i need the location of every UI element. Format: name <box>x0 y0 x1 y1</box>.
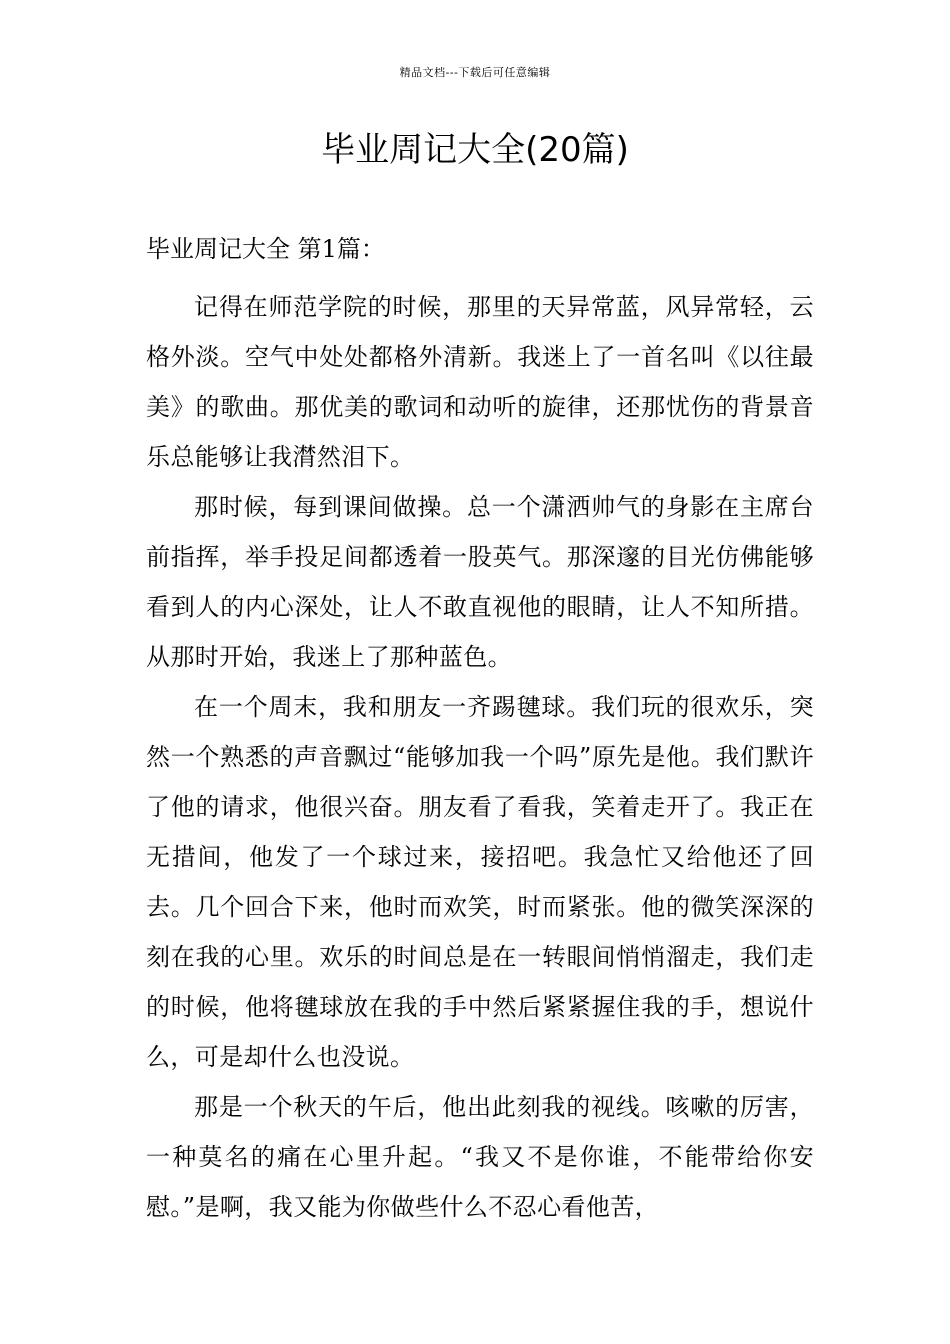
paragraph-3: 在一个周末，我和朋友一齐踢毽球。我们玩的很欢乐，突然一个熟悉的声音飘过“能够加我一个吗”原先是他。我们默许了他的请求，他很兴奋。朋友看了看我，笑着走开了。我正在无措间，他发了一个球过来，接招吧。我急忙又给他还了回去。几个回合下来，他时而欢笑，时而紧张。他的微笑深深的刻在我的心里。欢乐的时间总是在一转眼间悄悄溜走，我们走的时候，他将毽球放在我的手中然后紧紧握住我的手，想说什么，可是却什么也没说。 <box>146 693 814 1071</box>
section-heading: 毕业周记大全 第1篇： <box>146 235 385 263</box>
document-body <box>146 230 814 1232</box>
page-header-note: 精品文档---下载后可任意编辑 <box>399 66 551 79</box>
paragraph-4: 那是一个秋天的午后，他出此刻我的视线。咳嗽的厉害，一种莫名的痛在心里升起。“我又不是你谁，不能带给你安慰。”是啊，我又能为你做些什么不忍心看他苦， <box>146 1093 814 1221</box>
paragraph-2: 那时候，每到课间做操。总一个潇洒帅气的身影在主席台前指挥，举手投足间都透着一股英气。那深邃的目光仿佛能够看到人的内心深处，让人不敢直视他的眼睛，让人不知所措。从那时开始，我迷上了那种蓝色。 <box>146 493 814 671</box>
document-title: 毕业周记大全(20篇) <box>321 130 629 170</box>
paragraph-1: 记得在师范学院的时候，那里的天异常蓝，风异常轻，云格外淡。空气中处处都格外清新。我迷上了一首名叫《以往最美》的歌曲。那优美的歌词和动听的旋律，还那忧伤的背景音乐总能够让我潸然泪下。 <box>146 293 814 471</box>
